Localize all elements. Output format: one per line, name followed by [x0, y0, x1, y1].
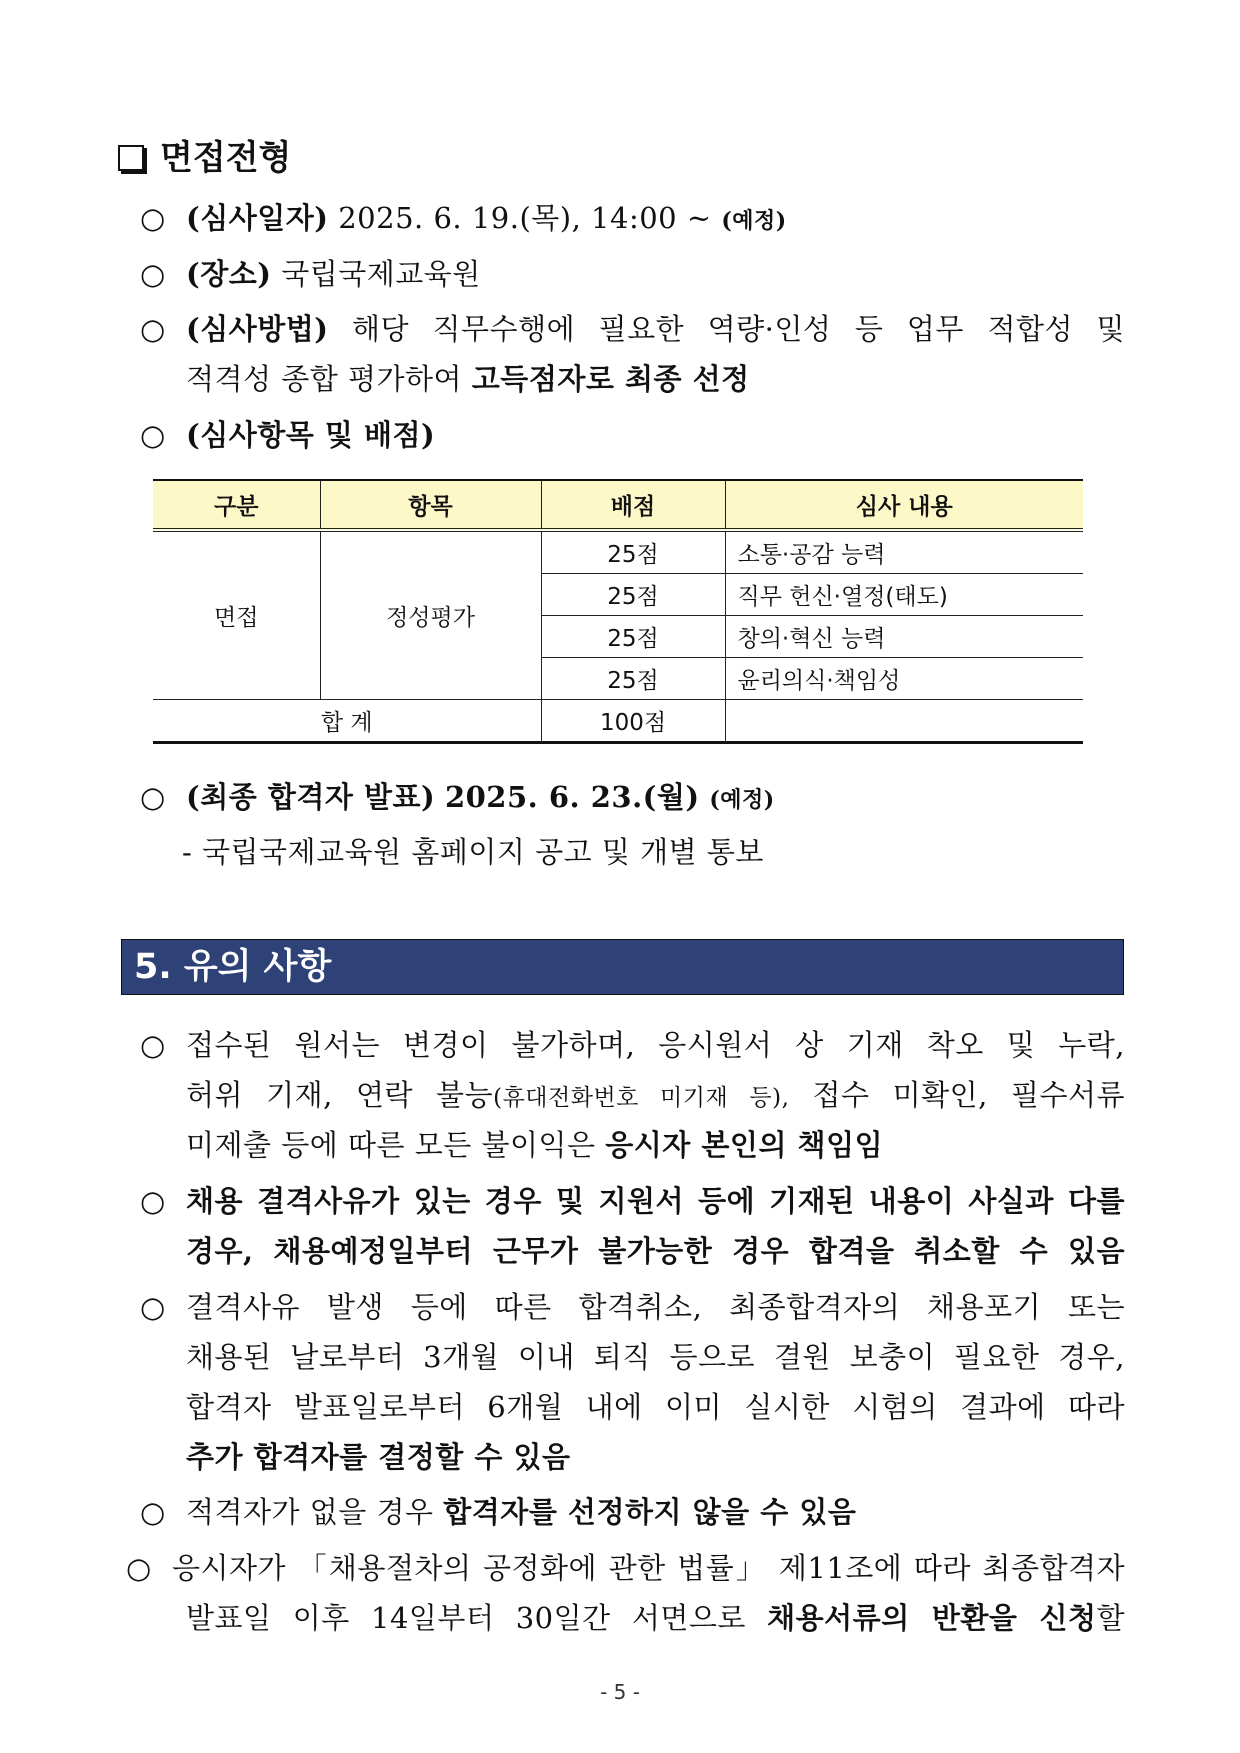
- notes-section-header: 5. 유의 사항: [121, 939, 1124, 995]
- cell-content: 직무 헌신·열정(태도): [725, 574, 1083, 616]
- interview-section-title: 면접전형: [118, 130, 291, 179]
- cell-content: 소통·공감 능력: [725, 530, 1083, 574]
- cell-score: 25점: [541, 616, 725, 658]
- final-announcement-line: ○ (최종 합격자 발표) 2025. 6. 23.(월) (예정): [140, 780, 775, 814]
- note-1-line-1: ○ 접수된 원서는 변경이 불가하며, 응시원서 상 기재 착오 및 누락,: [140, 1028, 1125, 1062]
- interview-method-line-2: 적격성 종합 평가하여 고득점자로 최종 선정: [186, 362, 750, 396]
- cell-score: 25점: [541, 530, 725, 574]
- table-total-row: [153, 700, 1083, 743]
- note-3-line-1: ○ 결격사유 발생 등에 따른 합격취소, 최종합격자의 채용포기 또는: [140, 1290, 1125, 1324]
- note-1-line-2: 허위 기재, 연락 불능(휴대전화번호 미기재 등), 접수 미확인, 필수서류: [186, 1078, 1125, 1112]
- header-category: 구분: [153, 480, 320, 530]
- checkbox-icon: [118, 145, 144, 171]
- bullet-icon: ○: [126, 1551, 152, 1585]
- interview-method-line-1: ○ (심사방법) 해당 직무수행에 필요한 역량·인성 등 업무 적합성 및: [140, 312, 1125, 346]
- note-3-line-4: 추가 합격자를 결정할 수 있음: [186, 1440, 571, 1474]
- cell-category: 면접: [153, 530, 320, 700]
- bullet-icon: ○: [140, 780, 166, 814]
- interview-items-label: ○ (심사항목 및 배점): [140, 418, 436, 452]
- cell-item: 정성평가: [320, 530, 541, 700]
- cell-total-label: 합 계: [153, 700, 541, 743]
- cell-total-content: [725, 700, 1083, 743]
- note-3-line-3: 합격자 발표일로부터 6개월 내에 이미 실시한 시험의 결과에 따라: [186, 1390, 1125, 1424]
- note-2-line-2: 경우, 채용예정일부터 근무가 불가능한 경우 합격을 취소할 수 있음: [186, 1234, 1125, 1268]
- cell-content: 윤리의식·책임성: [725, 658, 1083, 700]
- score-table: [153, 479, 1083, 744]
- interview-date-line: ○ (심사일자) 2025. 6. 19.(목), 14:00 ~ (예정): [140, 201, 787, 235]
- bullet-icon: ○: [140, 1184, 166, 1218]
- cell-content: 창의·혁신 능력: [725, 616, 1083, 658]
- bullet-icon: ○: [140, 257, 166, 291]
- bullet-icon: ○: [140, 418, 166, 452]
- bullet-icon: ○: [140, 1028, 166, 1062]
- bullet-icon: ○: [140, 1495, 166, 1529]
- bullet-icon: ○: [140, 1290, 166, 1324]
- final-announcement-sub: - 국립국제교육원 홈페이지 공고 및 개별 통보: [182, 835, 764, 869]
- note-5-line-1: ○ 응시자가 「채용절차의 공정화에 관한 법률」 제11조에 따라 최종합격자: [126, 1551, 1125, 1585]
- table-row: [153, 530, 1083, 574]
- cell-score: 25점: [541, 574, 725, 616]
- cell-score: 25점: [541, 658, 725, 700]
- note-1-line-3: 미제출 등에 따른 모든 불이익은 응시자 본인의 책임임: [186, 1128, 884, 1162]
- header-content: 심사 내용: [725, 480, 1083, 530]
- table-header-row: [153, 480, 1083, 530]
- note-4-line: ○ 적격자가 없을 경우 합격자를 선정하지 않을 수 있음: [140, 1495, 857, 1529]
- cell-total-score: 100점: [541, 700, 725, 743]
- header-score: 배점: [541, 480, 725, 530]
- note-5-line-2: 발표일 이후 14일부터 30일간 서면으로 채용서류의 반환을 신청할: [186, 1601, 1126, 1635]
- header-item: 항목: [320, 480, 541, 530]
- note-3-line-2: 채용된 날로부터 3개월 이내 퇴직 등으로 결원 보충이 필요한 경우,: [186, 1340, 1125, 1374]
- bullet-icon: ○: [140, 201, 166, 235]
- interview-place-line: ○ (장소) 국립국제교육원: [140, 257, 481, 291]
- bullet-icon: ○: [140, 312, 166, 346]
- note-2-line-1: ○ 채용 결격사유가 있는 경우 및 지원서 등에 기재된 내용이 사실과 다를: [140, 1184, 1125, 1218]
- page-number: - 5 -: [600, 1680, 640, 1704]
